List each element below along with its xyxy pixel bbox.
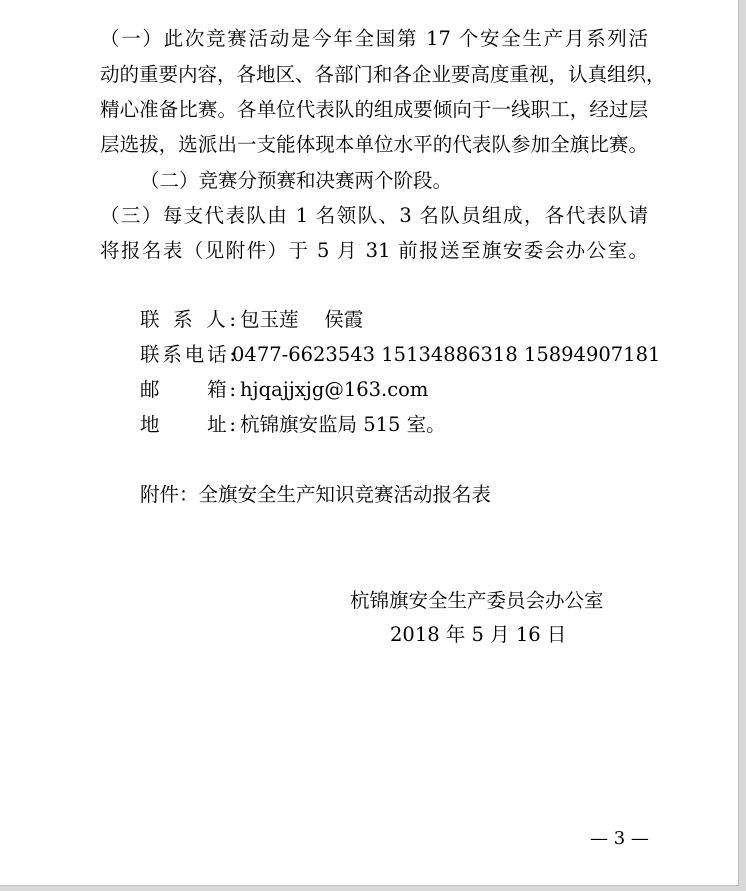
contact-address-label: 地 址: <box>140 413 236 436</box>
paragraph-1-line-1: （一）此次竞赛活动是今年全国第 17 个安全生产月系列活 <box>100 27 648 50</box>
paragraph-1-line-4: 层选拔，选派出一支能体现本单位水平的代表队参加全旗比赛。 <box>100 133 648 156</box>
page-number: — 3 — <box>590 828 649 849</box>
contact-address-value: 杭锦旗安监局 515 室。 <box>240 413 446 436</box>
contact-phone-row <box>140 342 660 368</box>
paragraph-3-line-1: （三）每支代表队由 1 名领队、3 名队员组成，各代表队请 <box>100 204 648 227</box>
contact-email-row <box>140 377 428 403</box>
contact-person-row <box>140 307 363 333</box>
contact-phone-value: 0477-6623543 15134886318 15894907181 <box>232 343 661 366</box>
paragraph-1-line-3: 精心准备比赛。各单位代表队的组成要倾向于一线职工，经过层 <box>100 98 648 121</box>
paragraph-1-line-2: 动的重要内容，各地区、各部门和各企业要高度重视，认真组织， <box>100 63 666 86</box>
contact-person-label: 联 系 人: <box>140 308 236 331</box>
contact-email-label: 邮 箱: <box>140 378 236 401</box>
paragraph-3-line-2: 将报名表（见附件）于 5 月 31 前报送至旗安委会办公室。 <box>100 239 648 262</box>
contact-phone-label: 联系电话: <box>140 343 236 366</box>
paragraph-2: （二）竞赛分预赛和决赛两个阶段。 <box>140 169 453 192</box>
contact-person-value: 包玉莲 侯霞 <box>240 308 364 331</box>
contact-email-value: hjqajjxjg@163.com <box>240 378 429 401</box>
contact-address-row <box>140 412 446 438</box>
attachment-note: 附件：全旗安全生产知识竞赛活动报名表 <box>140 483 492 506</box>
signature-organization: 杭锦旗安全生产委员会办公室 <box>350 589 604 612</box>
signature-date: 2018 年 5 月 16 日 <box>390 623 567 646</box>
